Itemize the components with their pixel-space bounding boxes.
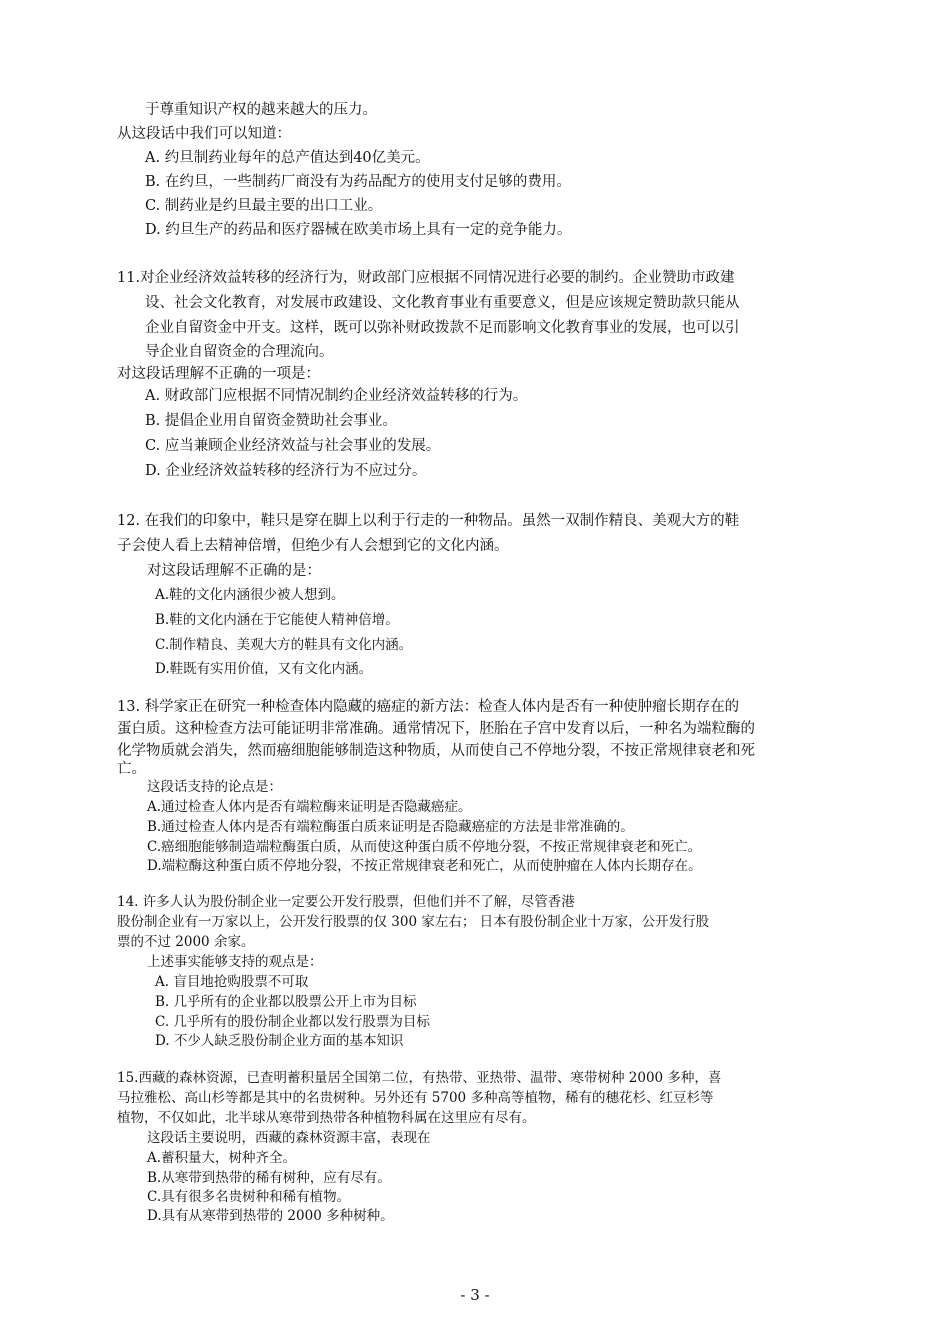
q13-option-b: B.通过检查人体内是否有端粒酶蛋白质来证明是否隐藏癌症的方法是非常准确的。 xyxy=(147,819,634,835)
q15-option-c: C.具有很多名贵树种和稀有植物。 xyxy=(147,1189,351,1205)
q11-option-d: D. 企业经济效益转移的经济行为不应过分。 xyxy=(145,463,427,479)
q14-option-d: D. 不少人缺乏股份制企业方面的基本知识 xyxy=(155,1033,404,1049)
q11-option-c: C. 应当兼顾企业经济效益与社会事业的发展。 xyxy=(145,438,441,454)
q12-stem-line: 子会使人看上去精神倍增，但绝少有人会想到它的文化内涵。 xyxy=(117,538,509,554)
q11-option-a: A. 财政部门应根据不同情况制约企业经济效益转移的行为。 xyxy=(145,388,528,404)
page-number: - 3 - xyxy=(460,1286,490,1304)
q12-option-c: C.制作精良、美观大方的鞋具有文化内涵。 xyxy=(155,637,413,653)
q10-option-d: D. 约旦生产的药品和医疗器械在欧美市场上具有一定的竞争能力。 xyxy=(145,222,572,238)
q15-prompt: 这段话主要说明，西藏的森林资源丰富，表现在 xyxy=(147,1130,431,1146)
q10-prompt: 从这段话中我们可以知道： xyxy=(117,126,291,142)
q13-option-a: A.通过检查人体内是否有端粒酶来证明是否隐藏癌症。 xyxy=(147,799,472,815)
q13-option-d: D.端粒酶这种蛋白质不停地分裂，不按正常规律衰老和死亡，从而使肿瘤在人体内长期存在。 xyxy=(147,858,702,874)
q11-option-b: B. 提倡企业用自留资金赞助社会事业。 xyxy=(145,413,397,429)
q13-prompt: 这段话支持的论点是： xyxy=(147,779,282,795)
q15-option-d: D.具有从寒带到热带的 2000 多种树种。 xyxy=(147,1208,394,1224)
q14-stem-line: 14. 许多人认为股份制企业一定要公开发行股票，但他们并不了解，尽管香港 xyxy=(117,894,575,910)
q12-option-d: D.鞋既有实用价值，又有文化内涵。 xyxy=(155,661,373,677)
q13-stem-line: 蛋白质。这种检查方法可能证明非常准确。通常情况下，胚胎在子宫中发育以后，一种名为端粒酶的 xyxy=(117,721,755,737)
q15-stem-line: 植物，不仅如此，北半球从寒带到热带各种植物科属在这里应有尽有。 xyxy=(117,1110,536,1126)
q14-stem-line: 票的不过 2000 余家。 xyxy=(117,934,255,950)
q14-prompt: 上述事实能够支持的观点是： xyxy=(147,954,323,970)
q12-option-a: A.鞋的文化内涵很少被人想到。 xyxy=(155,587,345,603)
q14-option-a: A. 盲目地抢购股票不可取 xyxy=(155,974,309,990)
q14-option-c: C. 几乎所有的股份制企业都以发行股票为目标 xyxy=(155,1014,430,1030)
q15-stem-line: 15.西藏的森林资源，已查明蓄积量居全国第二位，有热带、亚热带、温带、寒带树种 2000 多种，喜 xyxy=(117,1070,722,1086)
q11-stem-line: 设、社会文化教育，对发展市政建设、文化教育事业有重要意义，但是应该规定赞助款只能从 xyxy=(145,295,740,311)
q11-stem-line: 11.对企业经济效益转移的经济行为，财政部门应根据不同情况进行必要的制约。企业赞助市政建 xyxy=(117,270,735,286)
q11-stem-line: 企业自留资金中开支。这样，既可以弥补财政拨款不足而影响文化教育事业的发展，也可以引 xyxy=(145,320,740,336)
q15-option-a: A.蓄积量大，树种齐全。 xyxy=(147,1150,297,1166)
q12-prompt: 对这段话理解不正确的是： xyxy=(147,563,321,579)
q12-stem-line: 12. 在我们的印象中，鞋只是穿在脚上以利于行走的一种物品。虽然一双制作精良、美观大方的鞋 xyxy=(117,513,740,529)
q10-option-b: B. 在约旦，一些制药厂商没有为药品配方的使用支付足够的费用。 xyxy=(145,174,571,190)
q10-tail: 于尊重知识产权的越来越大的压力。 xyxy=(145,102,377,118)
q14-option-b: B. 几乎所有的企业都以股票公开上市为目标 xyxy=(155,994,417,1010)
q12-option-b: B.鞋的文化内涵在于它能使人精神倍增。 xyxy=(155,612,399,628)
q10-option-c: C. 制药业是约旦最主要的出口工业。 xyxy=(145,198,383,214)
q13-stem-line: 化学物质就会消失，然而癌细胞能够制造这种物质，从而使自己不停地分裂，不按正常规律衰老和死 xyxy=(117,743,755,759)
q15-option-b: B.从寒带到热带的稀有树种，应有尽有。 xyxy=(147,1170,391,1186)
q15-stem-line: 马拉雅松、高山杉等都是其中的名贵树种。另外还有 5700 多种高等植物，稀有的穗花杉、红豆杉等 xyxy=(117,1090,714,1106)
q13-option-c: C.癌细胞能够制造端粒酶蛋白质，从而使这种蛋白质不停地分裂，不按正常规律衰老和死亡。 xyxy=(147,839,702,855)
q10-option-a: A. 约旦制药业每年的总产值达到40亿美元。 xyxy=(145,150,430,166)
q11-prompt: 对这段话理解不正确的一项是： xyxy=(117,366,320,382)
q11-stem-line: 导企业自留资金的合理流向。 xyxy=(145,344,334,360)
q13-stem-line: 13. 科学家正在研究一种检查体内隐藏的癌症的新方法：检查人体内是否有一种使肿瘤长期存在的 xyxy=(117,699,740,715)
q13-stem-line: 亡。 xyxy=(117,761,146,777)
q14-stem-line: 股份制企业有一万家以上，公开发行股票的仅 300 家左右； 日本有股份制企业十万家，公开发行股 xyxy=(117,914,710,930)
